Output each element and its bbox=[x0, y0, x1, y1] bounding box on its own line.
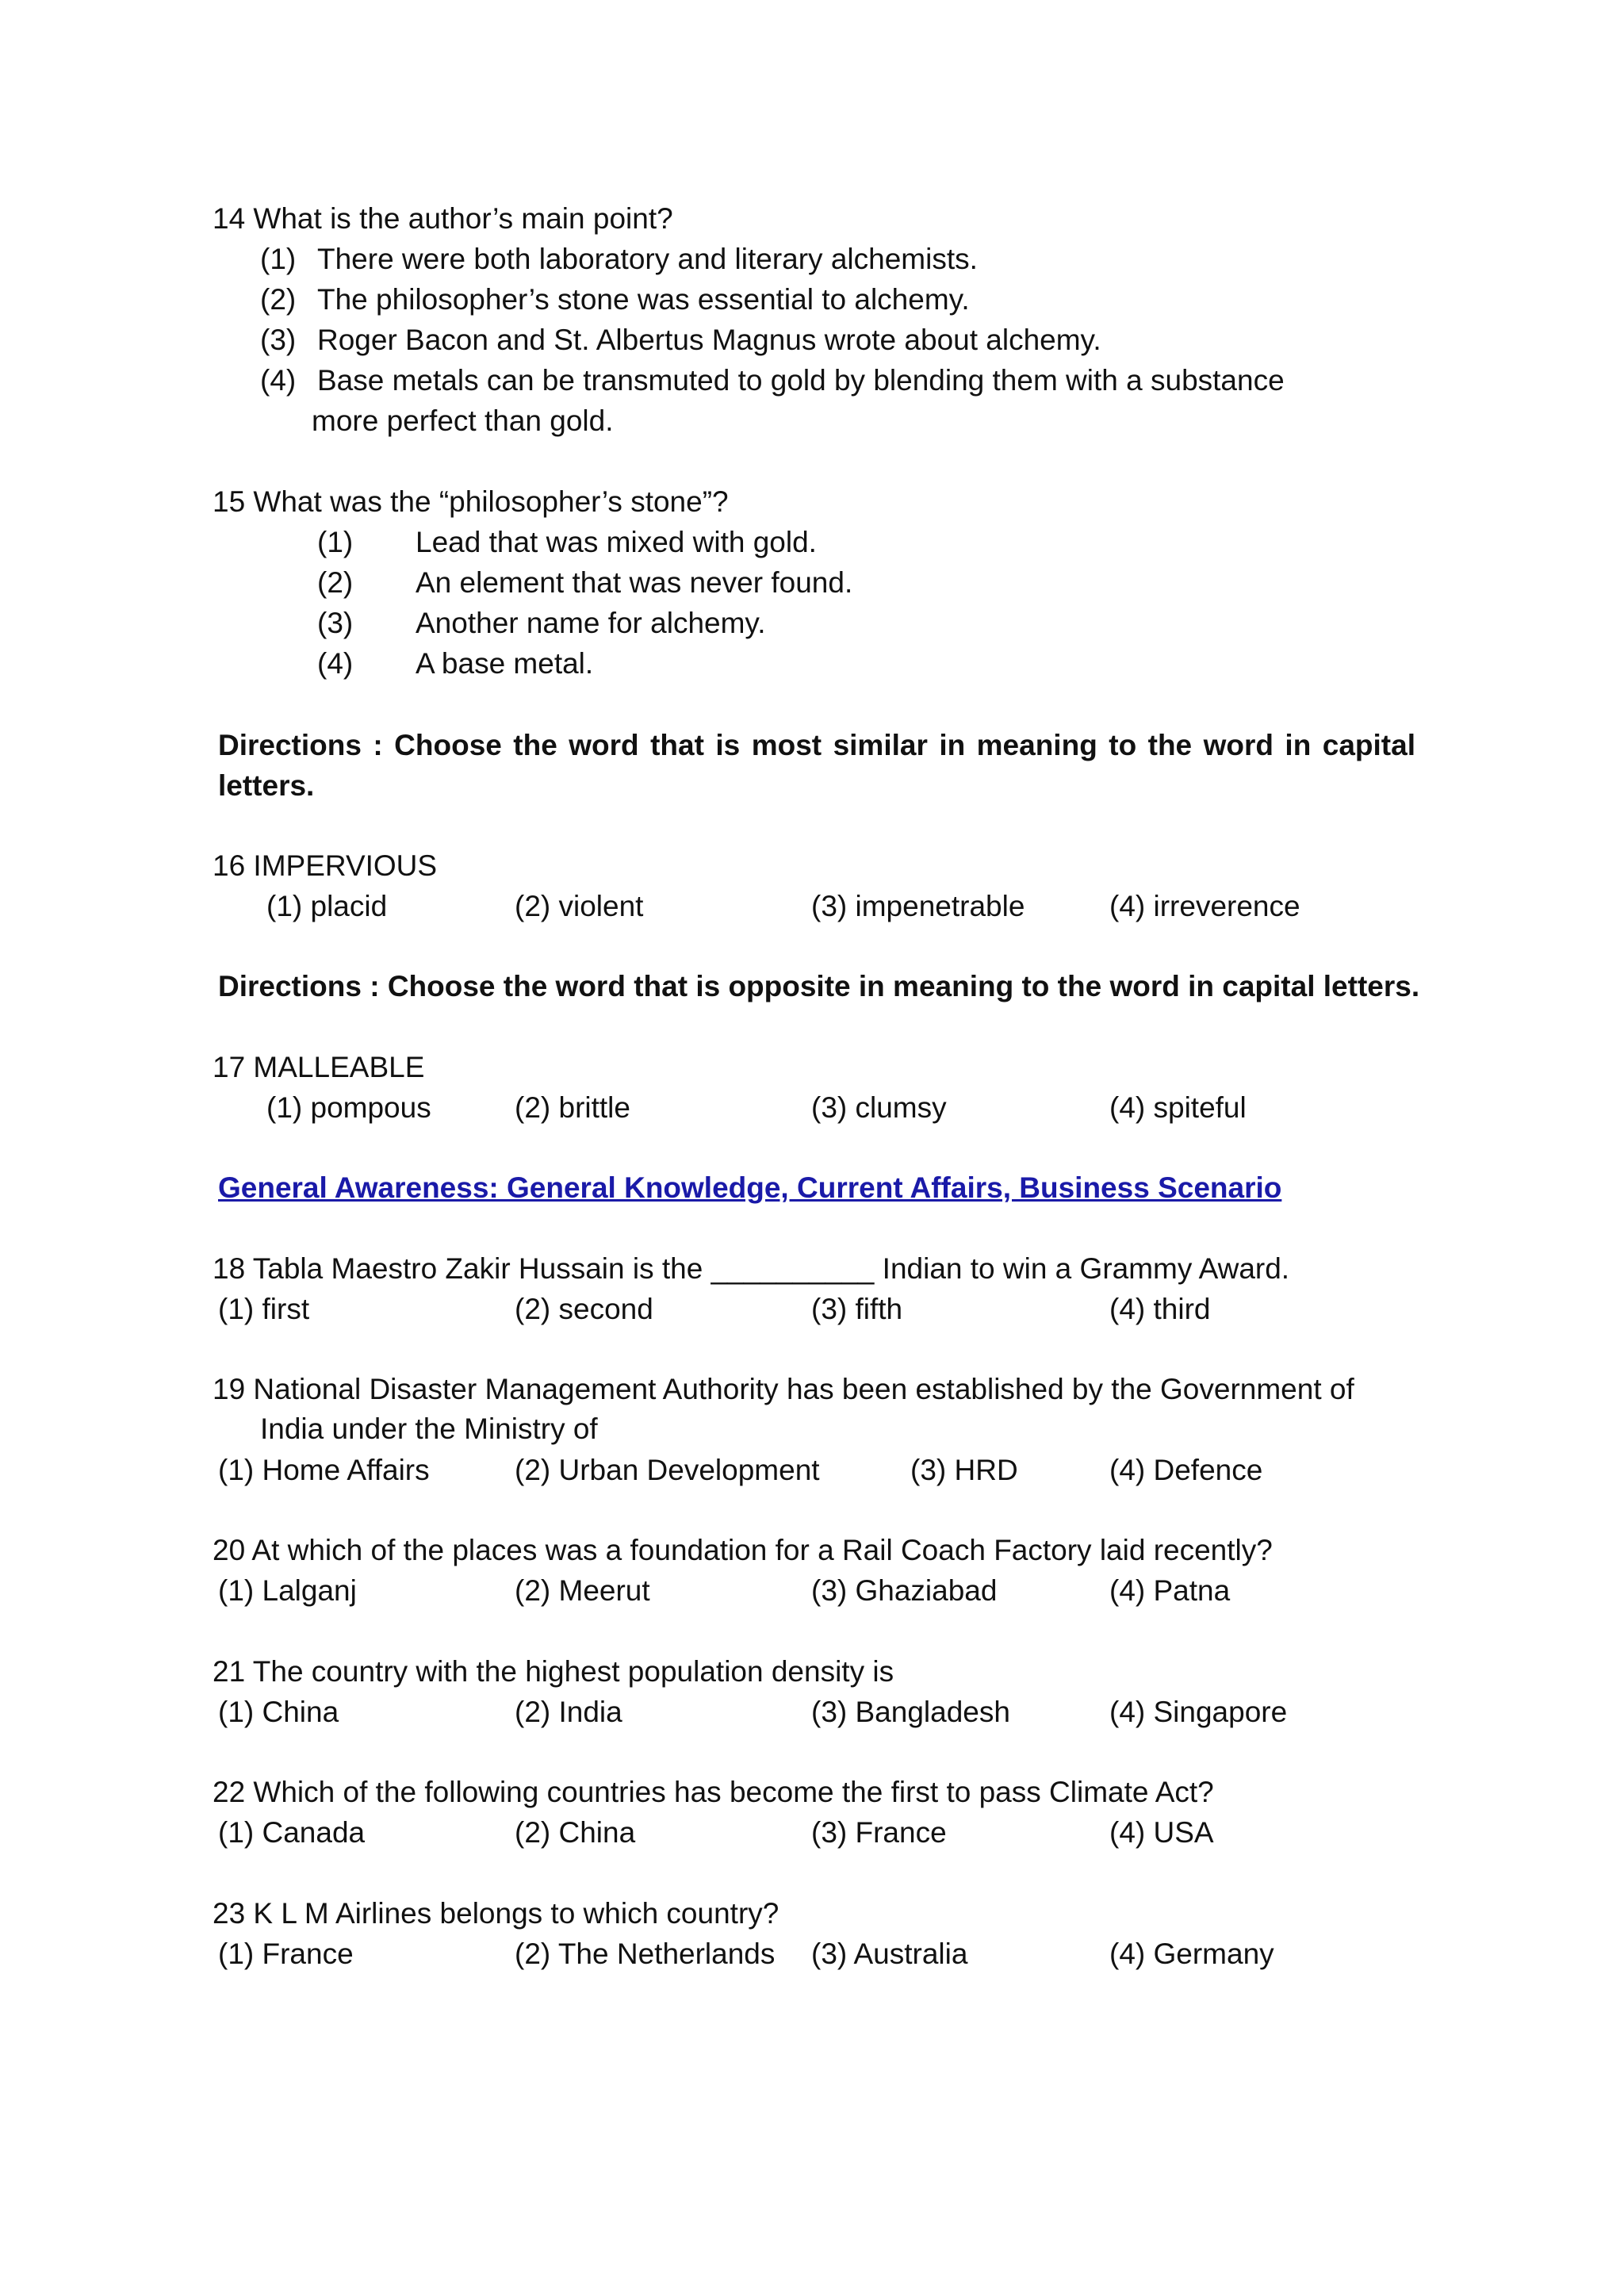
q19-option-4: (4) Defence bbox=[1109, 1454, 1263, 1486]
q19-option-3: (3) HRD bbox=[910, 1454, 1018, 1486]
q19-question: 19 National Disaster Management Authority has been established by the Government of bbox=[213, 1373, 1354, 1405]
q15-option-4-text: A base metal. bbox=[416, 647, 594, 680]
q22-option-3: (3) France bbox=[811, 1816, 947, 1849]
q17-option-2: (2) brittle bbox=[515, 1091, 630, 1124]
q14-option-4-continuation: more perfect than gold. bbox=[312, 404, 614, 437]
section-heading-link[interactable]: General Awareness: General Knowledge, Current Affairs, Business Scenario bbox=[218, 1171, 1282, 1204]
q18-option-2: (2) second bbox=[515, 1293, 653, 1325]
q17-option-1: (1) pompous bbox=[266, 1091, 431, 1124]
q20-option-3: (3) Ghaziabad bbox=[811, 1574, 998, 1607]
q14-option-3-text: Roger Bacon and St. Albertus Magnus wrote about alchemy. bbox=[317, 324, 1101, 356]
q14-question: 14 What is the author’s main point? bbox=[213, 202, 673, 235]
q21-question: 21 The country with the highest population density is bbox=[213, 1655, 894, 1688]
q14-option-4-num: (4) bbox=[260, 364, 297, 397]
q21-option-1: (1) China bbox=[218, 1696, 339, 1728]
q22-option-2: (2) China bbox=[515, 1816, 636, 1849]
q14-option-4-text: Base metals can be transmuted to gold by blending them with a substance bbox=[317, 364, 1285, 397]
q15-option-2-num: (2) bbox=[317, 566, 354, 599]
q18-option-3: (3) fifth bbox=[811, 1293, 903, 1325]
q14-option-3-num: (3) bbox=[260, 324, 297, 356]
q20-question: 20 At which of the places was a foundation for a Rail Coach Factory laid recently? bbox=[213, 1534, 1273, 1566]
q20-option-1: (1) Lalganj bbox=[218, 1574, 357, 1607]
q23-option-3: (3) Australia bbox=[811, 1938, 968, 1970]
q15-option-3-num: (3) bbox=[317, 607, 354, 639]
q16-option-1: (1) placid bbox=[266, 890, 388, 922]
q14-option-2-num: (2) bbox=[260, 283, 297, 316]
q15-option-2-text: An element that was never found. bbox=[416, 566, 853, 599]
q22-option-4: (4) USA bbox=[1109, 1816, 1214, 1849]
q18-option-1: (1) first bbox=[218, 1293, 310, 1325]
q15-option-1-num: (1) bbox=[317, 526, 354, 558]
directions-similar: Directions : Choose the word that is most similar in meaning to the word in capital letters. bbox=[218, 729, 1415, 802]
q20-option-2: (2) Meerut bbox=[515, 1574, 650, 1607]
q22-question: 22 Which of the following countries has become the first to pass Climate Act? bbox=[213, 1776, 1214, 1808]
q23-question: 23 K L M Airlines belongs to which country? bbox=[213, 1897, 779, 1930]
q17-question: 17 MALLEABLE bbox=[213, 1051, 425, 1083]
q17-option-4: (4) spiteful bbox=[1109, 1091, 1247, 1124]
q16-option-3: (3) impenetrable bbox=[811, 890, 1025, 922]
q14-option-1-num: (1) bbox=[260, 243, 297, 275]
q19-option-1: (1) Home Affairs bbox=[218, 1454, 430, 1486]
q14-option-1-text: There were both laboratory and literary alchemists. bbox=[317, 243, 978, 275]
q23-option-2: (2) The Netherlands bbox=[515, 1938, 776, 1970]
q16-question: 16 IMPERVIOUS bbox=[213, 849, 438, 882]
q19-question-continuation: India under the Ministry of bbox=[260, 1412, 598, 1445]
q21-option-2: (2) India bbox=[515, 1696, 622, 1728]
q23-option-1: (1) France bbox=[218, 1938, 354, 1970]
q15-option-3-text: Another name for alchemy. bbox=[416, 607, 766, 639]
q15-question: 15 What was the “philosopher’s stone”? bbox=[213, 485, 729, 518]
q17-option-3: (3) clumsy bbox=[811, 1091, 947, 1124]
q22-option-1: (1) Canada bbox=[218, 1816, 366, 1849]
q21-option-4: (4) Singapore bbox=[1109, 1696, 1288, 1728]
q18-question: 18 Tabla Maestro Zakir Hussain is the __________ Indian to win a Grammy Award. bbox=[213, 1252, 1290, 1285]
q23-option-4: (4) Germany bbox=[1109, 1938, 1274, 1970]
q16-option-2: (2) violent bbox=[515, 890, 644, 922]
q20-option-4: (4) Patna bbox=[1109, 1574, 1231, 1607]
q19-question-block bbox=[213, 1370, 1416, 1449]
q15-option-1-text: Lead that was mixed with gold. bbox=[416, 526, 817, 558]
q14-option-2-text: The philosopher’s stone was essential to alchemy. bbox=[317, 283, 970, 316]
q21-option-3: (3) Bangladesh bbox=[811, 1696, 1010, 1728]
directions-opposite: Directions : Choose the word that is opposite in meaning to the word in capital letters. bbox=[218, 970, 1420, 1002]
q15-option-4-num: (4) bbox=[317, 647, 354, 680]
q19-option-2: (2) Urban Development bbox=[515, 1454, 820, 1486]
q18-option-4: (4) third bbox=[1109, 1293, 1211, 1325]
q16-option-4: (4) irreverence bbox=[1109, 890, 1300, 922]
